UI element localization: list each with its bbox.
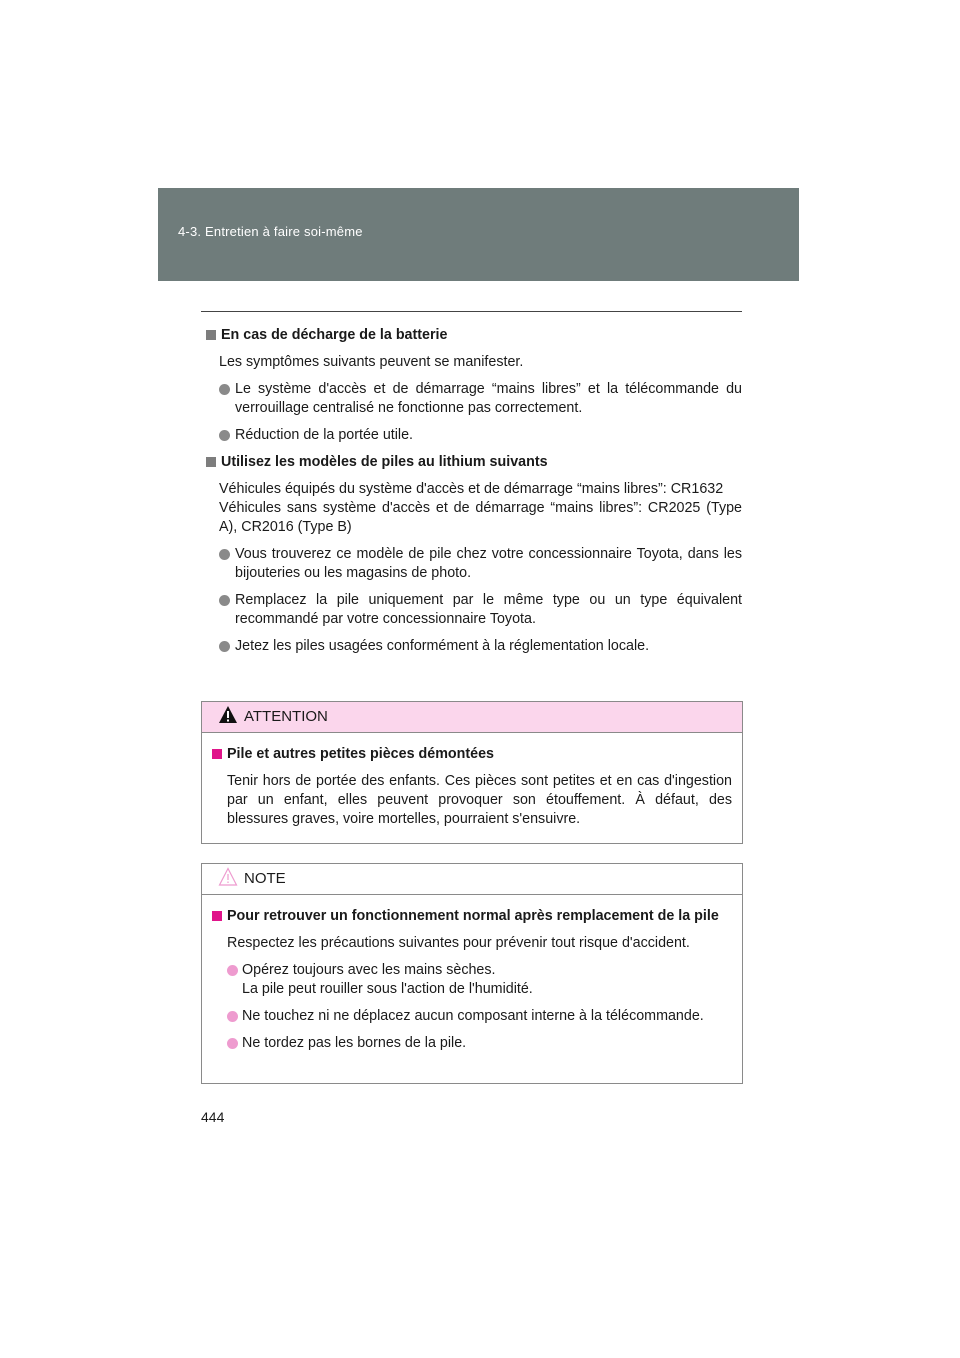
attention-heading [212,745,732,764]
heading-text: Utilisez les modèles de piles au lithium suivants [221,454,548,470]
square-bullet-icon [212,911,222,921]
circle-bullet-icon [227,1011,238,1022]
heading-text: Pile et autres petites pièces démontées [227,746,494,762]
divider [201,311,742,312]
list-item-text: Jetez les piles usagées conformément à la réglementation locale. [235,638,650,654]
list-item-text: Remplacez la pile uniquement par le même type ou un type équivalent recommandé par votre concessionnaire Toyota. [235,592,742,627]
circle-bullet-icon [219,430,230,441]
note-header [202,864,742,895]
note-box [201,863,743,1084]
square-bullet-icon [206,330,216,340]
circle-bullet-icon [219,641,230,652]
heading-text: En cas de décharge de la batterie [221,327,448,343]
list-item [206,591,742,629]
attention-header [202,702,742,733]
list-item [212,961,732,999]
caution-icon [218,867,238,891]
paragraph: Les symptômes suivants peuvent se manifester. [219,354,524,370]
list-item [206,380,742,418]
list-item-text: La pile peut rouiller sous l'action de l'humidité. [242,981,533,997]
section-header-band [158,188,799,281]
warning-icon [218,705,238,729]
list-item [212,1034,732,1053]
paragraph [206,480,742,499]
attention-body [202,733,742,845]
list-item-text: Ne touchez ni ne déplacez aucun composant interne à la télécommande. [242,1008,704,1024]
square-bullet-icon [212,749,222,759]
attention-text: Tenir hors de portée des enfants. Ces pièces sont petites et en cas d'ingestion par un enfant, elles peuvent provoquer son étouffement. À défaut, des blessures graves, voire mortelles, pourraient s'ensuivre. [227,773,732,827]
circle-bullet-icon [219,384,230,395]
list-item [212,1007,732,1026]
circle-bullet-icon [227,1038,238,1049]
square-bullet-icon [206,457,216,467]
main-content [206,326,742,664]
list-item-text: Ne tordez pas les bornes de la pile. [242,1035,467,1051]
attention-title: ATTENTION [244,708,328,725]
list-item-text: Opérez toujours avec les mains sèches. [242,962,496,978]
paragraph: Véhicules sans système d'accès et de démarrage “mains libres”: CR2025 (Type A), CR2016 (Type B) [219,500,742,535]
list-item [206,637,742,656]
heading-text: Pour retrouver un fonctionnement normal après remplacement de la pile [227,908,719,924]
paragraph-line: Véhicules équipés du système d'accès et de démarrage “mains libres”: CR1632 [219,481,724,497]
note-body [202,895,742,1069]
circle-bullet-icon [227,965,238,976]
note-heading [212,907,732,926]
list-item-text: Le système d'accès et de démarrage “mains libres” et la télécommande du verrouillage centralisé ne fonctionne pas correctement. [235,381,742,416]
list-item-text: Vous trouverez ce modèle de pile chez votre concessionnaire Toyota, dans les bijouteries ou les magasins de photo. [235,546,742,581]
attention-box [201,701,743,844]
list-item [206,426,742,445]
page-number: 444 [201,1109,225,1125]
note-title: NOTE [244,870,286,887]
note-intro: Respectez les précautions suivantes pour prévenir tout risque d'accident. [227,935,690,951]
list-item-text: Réduction de la portée utile. [235,427,414,443]
circle-bullet-icon [219,595,230,606]
section-heading [206,326,742,345]
circle-bullet-icon [219,549,230,560]
section-title: 4-3. Entretien à faire soi-même [178,224,363,239]
list-item [206,545,742,583]
section-heading [193,453,742,472]
